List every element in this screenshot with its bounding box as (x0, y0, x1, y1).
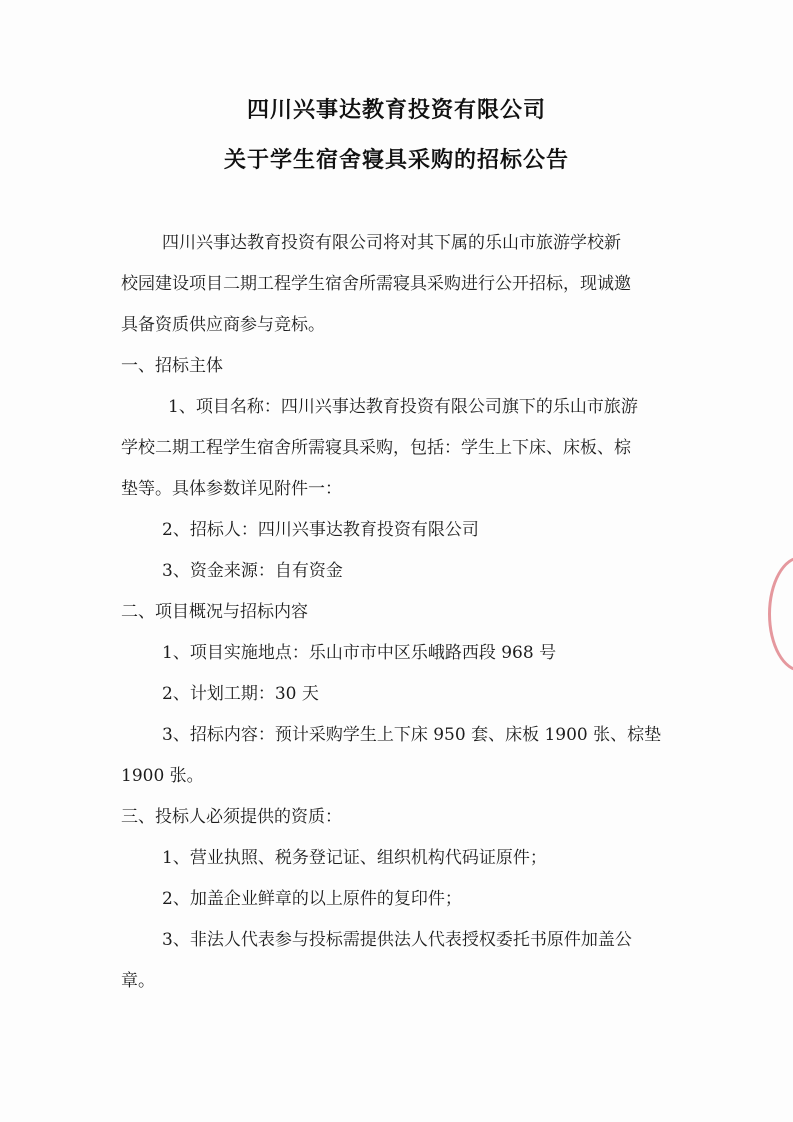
section3-item3-line1: 3、非法人代表参与投标需提供法人代表授权委托书原件加盖公 (162, 930, 632, 950)
section-heading-3: 三、投标人必须提供的资质： (121, 807, 342, 827)
section1-item3: 3、资金来源：自有资金 (162, 561, 343, 581)
section1-item1-line3: 垫等。具体参数详见附件一： (121, 479, 342, 499)
document-title-subject: 关于学生宿舍寝具采购的招标公告 (223, 148, 569, 173)
section3-item2: 2、加盖企业鲜章的以上原件的复印件； (162, 889, 462, 909)
section2-item3-line2: 1900 张。 (121, 766, 204, 786)
section3-item3-line2: 章。 (121, 971, 155, 991)
section1-item1-line2: 学校二期工程学生宿舍所需寝具采购，包括：学生上下床、床板、棕 (121, 438, 631, 458)
red-seal-stamp (768, 556, 793, 672)
section1-item2: 2、招标人：四川兴事达教育投资有限公司 (162, 520, 479, 540)
section1-item1-line1: 1、项目名称：四川兴事达教育投资有限公司旗下的乐山市旅游 (168, 397, 638, 417)
section-heading-2: 二、项目概况与招标内容 (121, 602, 308, 622)
section-heading-1: 一、招标主体 (121, 356, 223, 376)
intro-line-2: 校园建设项目二期工程学生宿舍所需寝具采购进行公开招标，现诚邀 (121, 274, 631, 294)
section3-item1: 1、营业执照、税务登记证、组织机构代码证原件； (162, 848, 547, 868)
intro-line-3: 具备资质供应商参与竞标。 (121, 315, 325, 335)
document-title-company: 四川兴事达教育投资有限公司 (246, 98, 546, 123)
section2-item1: 1、项目实施地点：乐山市市中区乐峨路西段 968 号 (162, 643, 557, 663)
section2-item2: 2、计划工期：30 天 (162, 684, 319, 704)
section2-item3-line1: 3、招标内容：预计采购学生上下床 950 套、床板 1900 张、棕垫 (162, 725, 662, 745)
intro-line-1: 四川兴事达教育投资有限公司将对其下属的乐山市旅游学校新 (162, 233, 621, 253)
